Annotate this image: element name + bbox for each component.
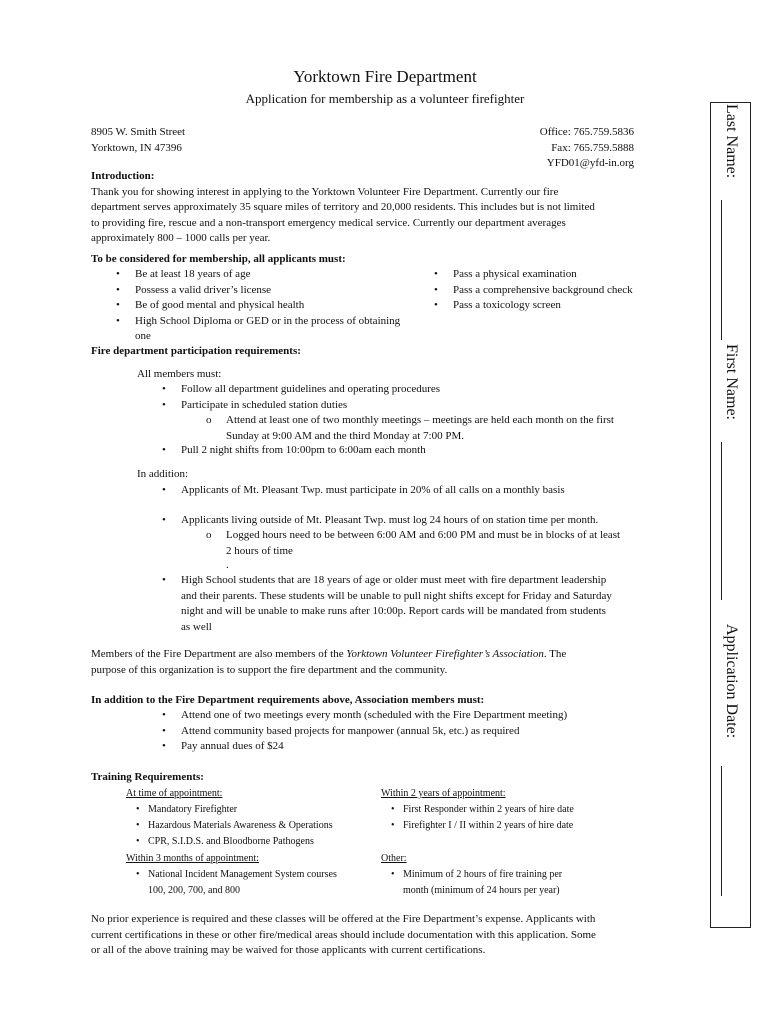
list-item: • Minimum of 2 hours of fire training per: [381, 867, 681, 883]
email-link[interactable]: YFD01@yfd-in.org: [546, 157, 634, 169]
closing-line: or all of the above training may be waived for those applicants with current certifications.: [91, 944, 486, 956]
logged-hours-subitem: [204, 528, 694, 571]
application-date-label: Application Date:: [723, 624, 740, 739]
intro-heading: Introduction:: [91, 170, 155, 182]
two-years-block: [381, 786, 681, 834]
closing-paragraph: [91, 912, 701, 959]
two-years-heading: Within 2 years of appointment:: [381, 788, 506, 799]
sub-list-item: o Attend at least one of two monthly meetings – meetings are held each month on the first: [204, 413, 694, 429]
membership-heading: To be considered for membership, all applicants must:: [91, 253, 346, 265]
participation-heading: Fire department participation requirements:: [91, 345, 301, 357]
fax-number: Fax: 765.759.5888: [551, 141, 634, 154]
list-item: • Applicants of Mt. Pleasant Twp. must participate in 20% of all calls on a monthly basis: [159, 483, 689, 499]
last-name-field[interactable]: [721, 200, 722, 340]
intro-line: approximately 800 – 1000 calls per year.: [91, 232, 271, 244]
list-item: • Follow all department guidelines and operating procedures: [159, 382, 689, 398]
closing-line: current certifications in these or other fire/medical areas should include documentation with this application. Some: [91, 928, 596, 941]
association-line: purpose of this organization is to support the fire department and the community.: [91, 663, 448, 676]
night-shift-list: [159, 443, 689, 459]
intro-line: to providing fire, rescue and a non-transport emergency medical service. Currently our department averages: [91, 216, 566, 229]
in-addition-list-2: [159, 513, 689, 529]
list-item: • Applicants living outside of Mt. Pleasant Twp. must log 24 hours of on station time per month.: [159, 513, 689, 529]
list-item: • Possess a valid driver’s license: [113, 283, 413, 299]
association-paragraph: [91, 647, 701, 678]
association-heading: In addition to the Fire Department requirements above, Association members must:: [91, 694, 485, 706]
list-item: • Attend community based projects for manpower (annual 5k, etc.) as required: [159, 724, 689, 740]
address-block: [91, 125, 185, 156]
list-item: • First Responder within 2 years of hire date: [381, 802, 681, 818]
page-subtitle: Application for membership as a volunteer firefighter: [245, 91, 525, 106]
membership-list-right: [431, 267, 691, 314]
list-item: • Hazardous Materials Awareness & Operations: [126, 818, 386, 834]
membership-list-left: [113, 267, 413, 345]
list-item: • Pull 2 night shifts from 10:00pm to 6:00am each month: [159, 443, 689, 459]
list-item: • Be at least 18 years of age: [113, 267, 413, 283]
applicant-info-box: [710, 102, 751, 928]
application-date-field[interactable]: [721, 766, 722, 896]
list-item-line: as well: [181, 620, 212, 633]
list-item: • Participate in scheduled station duties: [159, 398, 689, 414]
intro-line: Thank you for showing interest in applying to the Yorktown Volunteer Fire Department. Currently our fire: [91, 185, 559, 198]
other-heading: Other:: [381, 853, 407, 864]
association-list: [159, 708, 689, 755]
page-title: Yorktown Fire Department: [293, 67, 477, 86]
association-line: [91, 647, 701, 663]
sub-list-item-dot: .: [226, 559, 229, 571]
three-months-block: [126, 851, 386, 899]
closing-line: No prior experience is required and these classes will be offered at the Fire Department’s expense. Applicants with: [91, 913, 596, 925]
list-item-cont: 100, 200, 700, and 800: [148, 885, 240, 896]
list-item: • Pay annual dues of $24: [159, 739, 689, 755]
association-name: Yorktown Volunteer Firefighter’s Association: [346, 648, 544, 660]
appointment-heading: At time of appointment:: [126, 788, 223, 799]
list-item: • Attend one of two meetings every month (scheduled with the Fire Department meeting): [159, 708, 689, 724]
list-item: • CPR, S.I.D.S. and Bloodborne Pathogens: [126, 834, 386, 850]
association-text: . The: [543, 648, 567, 660]
list-item: • High School Diploma or GED or in the process of obtaining one: [113, 314, 413, 345]
three-months-heading: Within 3 months of appointment:: [126, 853, 259, 864]
other-block: [381, 851, 681, 899]
list-item: • Firefighter I / II within 2 years of hire date: [381, 818, 681, 834]
first-name-field[interactable]: [721, 442, 722, 600]
address-line: 8905 W. Smith Street: [91, 126, 186, 138]
sub-list-item-cont: Sunday at 9:00 AM and the third Monday at 7:00 PM.: [226, 429, 465, 442]
list-item-line: • High School students that are 18 years of age or older must meet with fire department leadership: [181, 574, 607, 586]
list-item: • Mandatory Firefighter: [126, 802, 386, 818]
address-line: Yorktown, IN 47396: [91, 141, 182, 154]
list-item-cont: month (minimum of 24 hours per year): [403, 885, 560, 896]
all-members-label: All members must:: [137, 368, 222, 380]
list-item: • National Incident Management System courses: [126, 867, 386, 883]
training-heading: Training Requirements:: [91, 771, 204, 783]
in-addition-list-1: [159, 483, 689, 499]
first-name-label: First Name:: [723, 344, 740, 420]
list-item: • Pass a physical examination: [431, 267, 691, 283]
last-name-label: Last Name:: [723, 104, 740, 179]
list-item: • Pass a comprehensive background check: [431, 283, 691, 299]
in-addition-list-3: [159, 573, 689, 635]
office-phone: Office: 765.759.5836: [539, 126, 634, 138]
sub-list-item-cont: 2 hours of time: [226, 544, 293, 557]
all-members-list: [159, 382, 689, 413]
list-item: • Be of good mental and physical health: [113, 298, 413, 314]
association-text: Members of the Fire Department are also members of the: [91, 648, 347, 660]
list-item-line: night and will be unable to make runs after 10:00p. Report cards will be mandated from students: [181, 605, 606, 617]
intro-section: [91, 169, 691, 247]
sub-list-item: o Logged hours need to be between 6:00 AM and 6:00 PM and must be in blocks of at least: [204, 528, 694, 544]
appointment-block: [126, 786, 386, 850]
list-item: [159, 573, 689, 635]
intro-line: department serves approximately 35 square miles of territory and 20,000 residents. This includes but is not limited: [91, 201, 595, 213]
list-item-line: and their parents. These students will be unable to pull night shifts except for Friday and Saturday: [181, 589, 612, 602]
list-item: • Pass a toxicology screen: [431, 298, 691, 314]
contact-block: [430, 125, 634, 172]
meeting-subitem: [204, 413, 694, 444]
in-addition-label: In addition:: [137, 468, 189, 480]
